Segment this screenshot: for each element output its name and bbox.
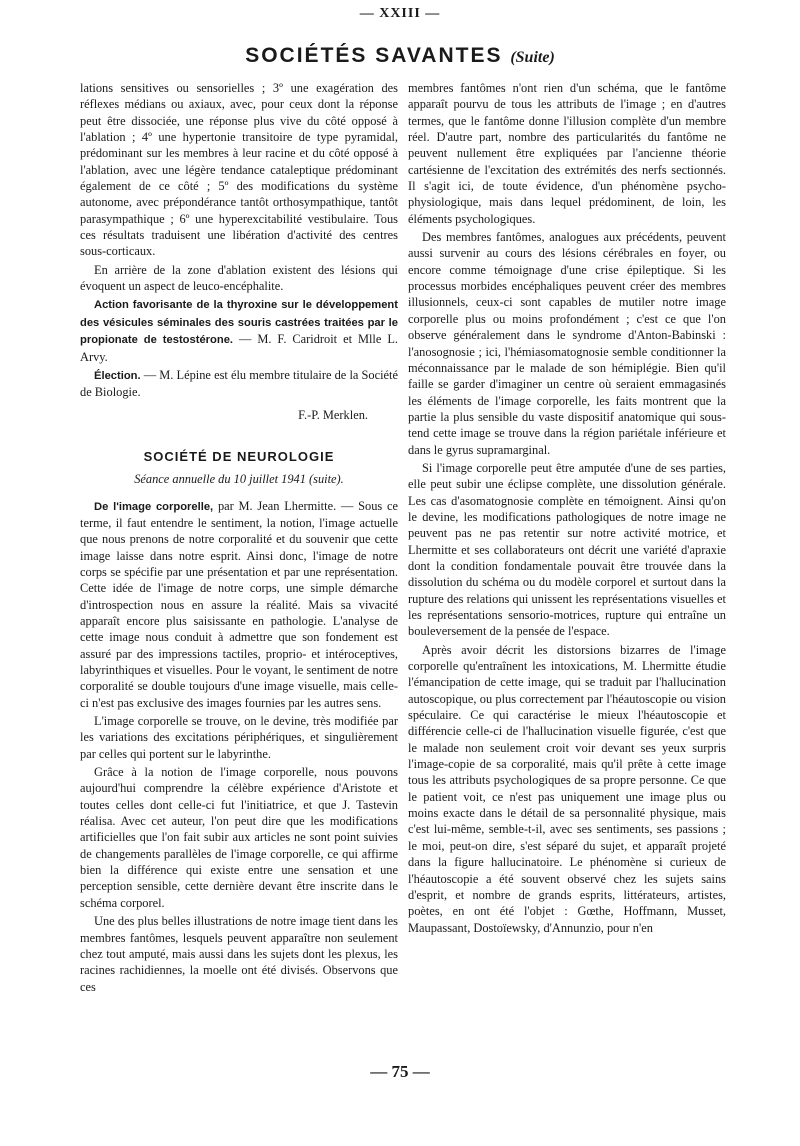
page-number: — 75 — bbox=[370, 1062, 430, 1081]
article-title: Élection. bbox=[94, 369, 141, 382]
running-head-suffix: (Suite) bbox=[510, 49, 555, 66]
left-column bbox=[80, 80, 398, 995]
article-author: par M. Jean Lhermitte. bbox=[217, 498, 337, 513]
running-head bbox=[0, 44, 800, 68]
paragraph: membres fantômes n'ont rien d'un schéma, que le fantôme apparaît pourvu de tous les attributs de l'image ; en d'autres termes, que le fantôme donne l'illusion complète d'un membre réel. D'autre part, nombre des particularités du fantôme ne peuvent nullement être expliquées par l'ancienne théorie cartésienne de l'excitation des extrémités des nerfs sectionnés. Il s'agit ici, de toute évidence, d'un phénomène psycho-physiologique, mais dans lequel prédominent, de loin, les éléments psychologiques. bbox=[408, 81, 726, 226]
article-text: — M. Lépine est élu membre titulaire de la Société de Biologie. bbox=[80, 367, 398, 400]
paragraph: En arrière de la zone d'ablation existent des lésions qui évoquent un aspect de leuco-encéphalite. bbox=[80, 262, 398, 294]
paragraph-election bbox=[80, 367, 398, 401]
article-title: De l'image corporelle, bbox=[94, 500, 214, 513]
running-head-title: SOCIÉTÉS SAVANTES bbox=[245, 44, 503, 67]
session-date: Séance annuelle du 10 juillet 1941 (suite). bbox=[134, 472, 344, 487]
paragraph: lations sensitives ou sensorielles ; 3º une exagération des réflexes médians ou axiaux, avec, pour ceux dont la réponse peut être dissociée, une réponse plus vive du côté opposé à l'ablation ; 4º une hypertonie transitoire de type pyramidal, prédominant sur les membres à leur racine et du côté opposé à l'ablation, avec une légère tendance cataleptique prédominant également de ce côté ; 5º des modifications du système autonome, avec prépondérance tantôt orthosympathique, tantôt parasympathique ; 6º une hyperexcitabilité vestibulaire. Tous ces résultats traduisent une libération d'activité des centres sous-corticaux. bbox=[80, 81, 398, 259]
paragraph: Si l'image corporelle peut être amputée d'une de ses parties, elle peut subir une éclipse complète, une dissolution générale. Les cas d'asomatognosie complète en témoignent. Ainsi qu'on le devine, les modifications pathologiques de notre image ne peuvent pas ne pas retentir sur notre activité motrice, et Lhermitte et ses collaborateurs ont décrit une variété d'apraxie dont la condition fondamentale pouvait être trouvée dans la dissolution du schéma ou du modèle corporel et surtout dans la rupture des relations qui unissent les représentations visuelles et les représentations sensorio-motrices, rupture qui entraîne un bouleversement de la pensée de l'espace. bbox=[408, 460, 726, 639]
paragraph-thyroxine bbox=[80, 296, 398, 364]
paragraph: Grâce à la notion de l'image corporelle, nous pouvons aujourd'hui comprendre la célèbre expérience d'Aristote et toutes celles dont celle-ci fut l'initiatrice, et que J. Tastevin réalisa. Avec cet auteur, l'on peut dire que les modifications artificielles que l'on fait subir aux articles ne sont point suivies de changements parallèles de l'image corporelle, ce qui affirme bien la différence qui existe entre une sensation et une perception sensible, cette dernière devant être inscrite dans le schéma corporel. bbox=[80, 765, 398, 910]
paragraph: Une des plus belles illustrations de notre image tient dans les membres fantômes, lesquels peuvent apparaître non seulement chez tout amputé, mais aussi dans les sujets dont les plexus, les racines rachidiennes, la moelle ont été divisés. Observons que ces bbox=[80, 914, 398, 994]
paragraph: Après avoir décrit les distorsions bizarres de l'image corporelle qu'entraînent les intoxications, M. Lhermitte étudie l'émancipation de cette image, qui se traduit par l'hallucination autoscopique, ou plus correctement par l'héautoscopie ou vision spéculaire. Ce qui caractérise le mieux l'héautoscopie et différencie celle-ci de l'hallucination visuelle figurée, c'est que le malade non seulement croit voir devant ses yeux surpris l'image-copie de sa corporalité, mais qu'il prête à cette image tous les attributs psychologiques de sa propre personne. Ce que le patient voit, ce n'est pas uniquement une image plus ou moins exacte dans le détail de sa personnalité physique, mais c'est lui-même, semble-t-il, avec ses sentiments, ses passions ; le moi, peut-on dire, s'est séparé du sujet, et apparaît projeté dans la figure hallucinatoire. Le phénomène si curieux de l'héautoscopie a été souvent observé chez les sujets sains d'esprit, et nombre de grands esprits, littérateurs, artistes, poètes, en ont été l'objet : Gœthe, Hoffmann, Musset, Maupassant, Dostoïewsky, d'Annunzio, pour n'en bbox=[408, 642, 726, 935]
article-authors: — M. F. Caridroit et Mlle L. Arvy. bbox=[80, 332, 398, 364]
signature: F.-P. Merklen. bbox=[298, 407, 368, 422]
paragraph: Des membres fantômes, analogues aux précédents, peuvent aussi survenir au cours des lésions cérébrales en foyer, ou encore comme témoignage d'une crise épileptique. Si les processus morbides encéphaliques peuvent créer des membres illusionnels, ceux-ci sont capables de mutiler notre image corporelle plus ou moins profondément ; c'est ce que l'on observe généralement dans le syndrome d'Anton-Babinski : l'anosognosie ; ici, l'hémiasomatognosie semble conditionner la méconnaissance par le malade de son hémiplégie. Bien qu'il faille se garder d'imaginer un centre où seraient emmagasinés les éléments de l'image corporelle, les faits montrent que la partie la plus sensible du vaste dispositif anatomique qui sous-tend cette image se trouve dans la région pariétale inférieure et dans le gyrus supramarginal. bbox=[408, 230, 726, 457]
right-column bbox=[408, 80, 726, 936]
article-title: Action favorisante de la thyroxine sur le développement des vésicules séminales des souris castrées traitées par le propionate de testostérone. bbox=[80, 299, 398, 347]
paragraph-image-corporelle bbox=[80, 498, 398, 711]
article-text: — Sous ce terme, il faut entendre le sentiment, la notion, l'image actuelle que nous prenons de notre corporalité et du souvenir que cette image laisse dans notre esprit. Ainsi donc, l'image de notre corps se spécifie par une présentation et par une représentation. Cette idée de l'image de notre corps, une simple démarche d'introspection nous en assure la réalité. Mais sa vivacité apparaît encore plus saisissante en pathologie. L'analyse de cette image nous conduit à admettre que son fondement est assuré par des impressions tactiles, proprio- et intéroceptives, labyrinthiques et visuelles. Pour le voyant, le sentiment de notre corporalité se double toujours d'une image visuelle, mais celle-ci n'est pas exclusive des images fournies par les autres sens. bbox=[80, 498, 398, 710]
paragraph: L'image corporelle se trouve, on le devine, très modifiée par les variations des excitations périphériques, et singulièrement par celles qui portent sur le labyrinthe. bbox=[80, 714, 398, 761]
section-title: SOCIÉTÉ DE NEUROLOGIE bbox=[143, 448, 335, 464]
roman-page-number: — XXIII — bbox=[359, 6, 441, 21]
